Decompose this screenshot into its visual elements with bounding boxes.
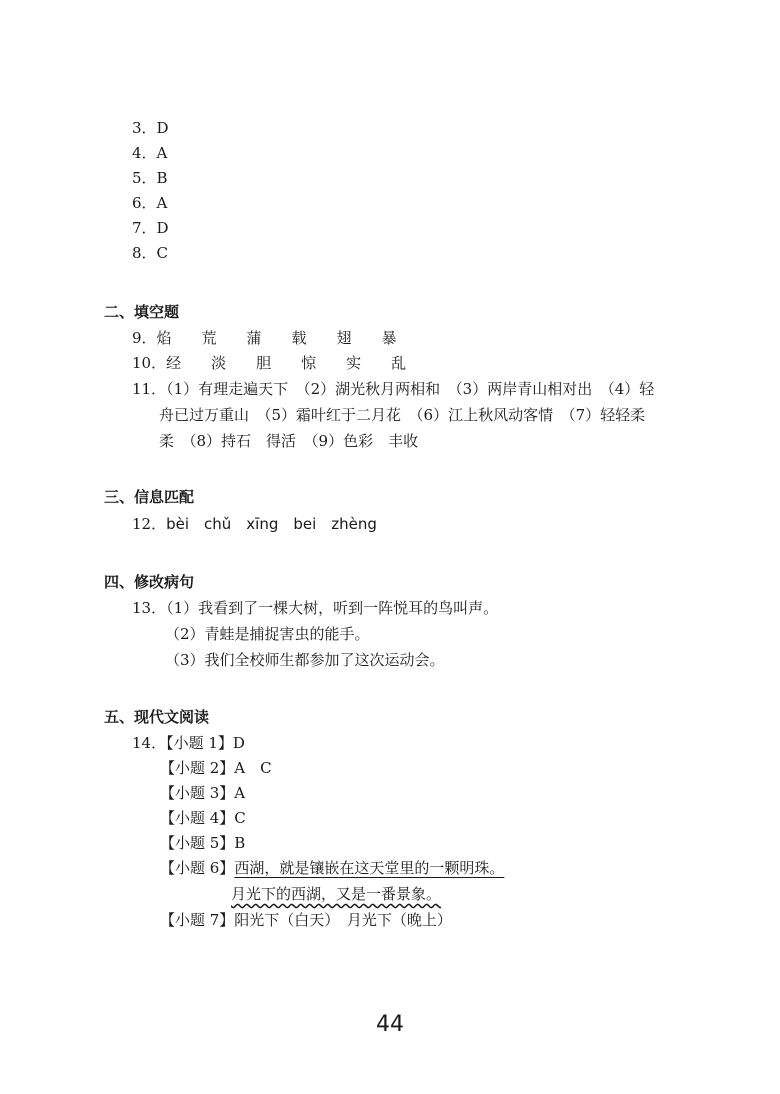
answer-14-2: 【小题 2】A C <box>160 759 272 777</box>
answer-14-6-sentence-b: 月光下的西湖，又是一番景象。 <box>231 885 442 903</box>
answer-8: 8．C <box>132 244 169 262</box>
answer-14-6-sentence-a: 西湖，就是镶嵌在这天堂里的一颗明珠。 <box>234 859 505 877</box>
answer-14-4: 【小题 4】C <box>160 809 246 827</box>
answer-14-3: 【小题 3】A <box>160 784 246 802</box>
answer-6: 6．A <box>132 194 168 212</box>
answer-14-6 <box>160 858 504 878</box>
section-heading-info-match: 三、信息匹配 <box>104 488 195 506</box>
answer-12-number: 12． <box>132 515 167 533</box>
section-heading-fix-sentences: 四、修改病句 <box>104 573 195 591</box>
answer-12 <box>132 514 377 534</box>
answer-11-line2: 舟已过万重山 （5）霜叶红于二月花 （6）江上秋风动客情 （7）轻轻柔 <box>159 406 646 424</box>
answer-7: 7．D <box>132 219 169 237</box>
answer-14-6-line2 <box>231 884 441 904</box>
answer-11-line1: 11．（1）有理走遍天下 （2）湖光秋月两相和 （3）两岸青山相对出 （4）轻 <box>132 380 655 398</box>
section-heading-fill-blank: 二、填空题 <box>104 303 180 321</box>
answer-14-7: 【小题 7】阳光下（白天） 月光下（晚上） <box>160 911 452 929</box>
answer-4: 4．A <box>132 144 168 162</box>
answer-12-pinyin: bèi chǔ xīng bei zhèng <box>166 515 377 533</box>
answer-13-3: （3）我们全校师生都参加了这次运动会。 <box>165 651 445 669</box>
answer-14-5: 【小题 5】B <box>160 834 246 852</box>
answer-3: 3．D <box>132 119 169 137</box>
page-number: 44 <box>376 1012 404 1037</box>
answer-13-1: 13．（1）我看到了一棵大树，听到一阵悦耳的鸟叫声。 <box>132 599 499 617</box>
answer-11-line3: 柔 （8）持石 得活 （9）色彩 丰收 <box>159 432 419 450</box>
answer-14-6-label: 【小题 6】 <box>160 859 235 877</box>
answer-10: 10．经 淡 胆 惊 实 乱 <box>132 354 407 372</box>
answer-13-2: （2）青蛙是捕捉害虫的能手。 <box>165 625 370 643</box>
section-heading-reading: 五、现代文阅读 <box>104 708 210 726</box>
answer-14-1: 14．【小题 1】D <box>132 734 245 752</box>
answer-5: 5．B <box>132 169 168 187</box>
answer-9: 9．焰 荒 蒲 载 翅 暴 <box>132 329 397 347</box>
